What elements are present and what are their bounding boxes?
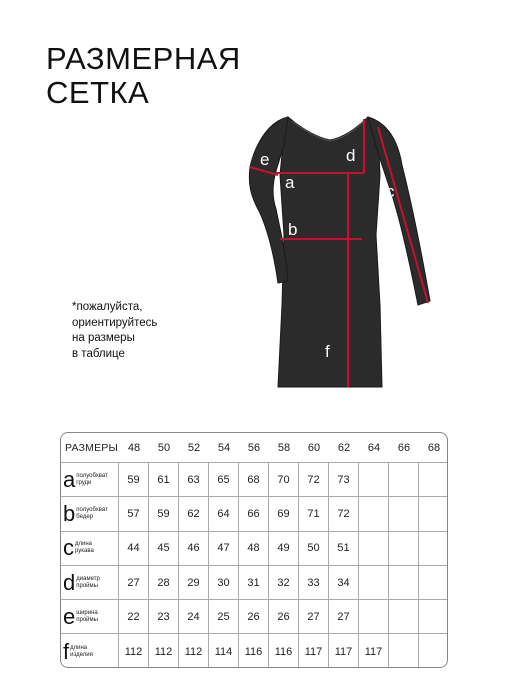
- table-cell: 64: [209, 497, 239, 531]
- row-label-b: [61, 497, 119, 531]
- table-cell: 116: [239, 634, 269, 668]
- size-note: [72, 300, 202, 362]
- size-header: 58: [269, 433, 299, 463]
- table-cell: 71: [299, 497, 329, 531]
- size-header: 50: [149, 433, 179, 463]
- table-cell: 47: [209, 532, 239, 566]
- table-cell: [389, 600, 419, 634]
- table-cell: [389, 566, 419, 600]
- row-description: [70, 645, 93, 659]
- table-cell: 59: [149, 497, 179, 531]
- table-cell: 114: [209, 634, 239, 668]
- table-cell: 32: [269, 566, 299, 600]
- table-cell: [359, 600, 389, 634]
- table-cell: 68: [239, 463, 269, 497]
- note-line-1: *пожалуйста,: [72, 301, 143, 313]
- size-header: 48: [119, 433, 149, 463]
- table-cell: 22: [119, 600, 149, 634]
- table-cell: 73: [329, 463, 359, 497]
- table-cell: [389, 634, 419, 668]
- page-title: [46, 42, 241, 110]
- table-cell: 112: [119, 634, 149, 668]
- table-cell: [359, 532, 389, 566]
- table-cell: [389, 532, 419, 566]
- table-cell: [419, 566, 448, 600]
- title-line-2: СЕТКА: [46, 75, 150, 110]
- table-cell: 70: [269, 463, 299, 497]
- row-description-line-1: полуобхват: [76, 472, 108, 479]
- size-header: 64: [359, 433, 389, 463]
- line-c: [378, 127, 428, 303]
- note-line-2: ориентируйтесь: [72, 316, 158, 329]
- table-cell: [359, 497, 389, 531]
- row-label-a: [61, 463, 119, 497]
- row-label-f: [61, 634, 119, 668]
- label-a: a: [285, 173, 295, 192]
- row-description-line-1: диаметр: [76, 575, 100, 582]
- table-cell: 30: [209, 566, 239, 600]
- table-cell: [419, 463, 448, 497]
- row-description-line-1: ширина: [76, 609, 98, 616]
- table-cell: 33: [299, 566, 329, 600]
- table-cell: 48: [239, 532, 269, 566]
- table-cell: 51: [329, 532, 359, 566]
- table-cell: 66: [239, 497, 269, 531]
- table-cell: 27: [329, 600, 359, 634]
- table-cell: 117: [299, 634, 329, 668]
- size-header: 54: [209, 433, 239, 463]
- table-cell: [419, 532, 448, 566]
- row-description-line-2: проймы: [76, 616, 98, 623]
- note-line-4: в таблице: [72, 347, 125, 360]
- table-cell: [359, 566, 389, 600]
- row-description-line-2: бедер: [76, 513, 93, 520]
- row-description: [75, 541, 94, 555]
- table-cell: 112: [149, 634, 179, 668]
- row-description: [76, 507, 108, 521]
- table-cell: 29: [179, 566, 209, 600]
- table-cell: 116: [269, 634, 299, 668]
- size-header: 60: [299, 433, 329, 463]
- note-line-3: на размеры: [72, 332, 135, 344]
- table-cell: [359, 463, 389, 497]
- label-b: b: [288, 220, 298, 239]
- row-label-e: [61, 600, 119, 634]
- size-header: 66: [389, 433, 419, 463]
- table-cell: 61: [149, 463, 179, 497]
- table-cell: 27: [299, 600, 329, 634]
- row-letter: c: [63, 535, 74, 561]
- row-description-line-1: длина: [70, 644, 88, 651]
- row-description-line-2: груди: [76, 479, 92, 486]
- table-cell: 50: [299, 532, 329, 566]
- size-header: 56: [239, 433, 269, 463]
- table-cell: [419, 497, 448, 531]
- table-cell: 26: [239, 600, 269, 634]
- table-cell: [419, 600, 448, 634]
- label-f: f: [325, 342, 330, 361]
- table-cell: 69: [269, 497, 299, 531]
- row-letter: a: [63, 466, 76, 492]
- row-description-line-1: полуобхват: [76, 506, 108, 513]
- table-cell: 62: [179, 497, 209, 531]
- table-cell: 45: [149, 532, 179, 566]
- row-letter: f: [63, 638, 70, 664]
- table-cell: 72: [299, 463, 329, 497]
- table-cell: 27: [119, 566, 149, 600]
- row-label-d: [61, 566, 119, 600]
- table-cell: 28: [149, 566, 179, 600]
- table-cell: 49: [269, 532, 299, 566]
- dress-diagram: [230, 105, 460, 395]
- table-cell: 34: [329, 566, 359, 600]
- size-header: 62: [329, 433, 359, 463]
- row-description: [76, 610, 98, 624]
- table-cell: 59: [119, 463, 149, 497]
- table-cell: 72: [329, 497, 359, 531]
- label-e: e: [260, 150, 270, 169]
- size-header: 52: [179, 433, 209, 463]
- row-description-line-2: проймы: [76, 582, 98, 589]
- row-description-line-1: длина: [75, 541, 93, 548]
- table-cell: 57: [119, 497, 149, 531]
- row-description-line-2: изделия: [70, 651, 93, 658]
- table-cell: [419, 634, 448, 668]
- table-cell: 63: [179, 463, 209, 497]
- row-letter: b: [63, 500, 76, 526]
- row-label-c: [61, 532, 119, 566]
- row-letter: d: [63, 569, 76, 595]
- size-table: [60, 432, 448, 668]
- table-header-label: РАЗМЕРЫ: [61, 433, 119, 463]
- table-cell: 23: [149, 600, 179, 634]
- table-cell: 31: [239, 566, 269, 600]
- table-cell: [389, 497, 419, 531]
- table-cell: 44: [119, 532, 149, 566]
- row-description: [76, 473, 108, 487]
- size-header: 68: [419, 433, 448, 463]
- label-c: c: [386, 182, 395, 201]
- table-cell: 65: [209, 463, 239, 497]
- row-description: [76, 576, 100, 590]
- row-description-line-2: рукава: [75, 548, 94, 555]
- label-d: d: [346, 146, 356, 165]
- table-cell: 26: [269, 600, 299, 634]
- table-cell: 117: [359, 634, 389, 668]
- table-cell: 46: [179, 532, 209, 566]
- table-cell: [389, 463, 419, 497]
- table-cell: 24: [179, 600, 209, 634]
- dress-silhouette: [249, 117, 430, 387]
- row-letter: e: [63, 603, 76, 629]
- table-cell: 117: [329, 634, 359, 668]
- title-line-1: РАЗМЕРНАЯ: [46, 41, 241, 76]
- table-cell: 112: [179, 634, 209, 668]
- table-cell: 25: [209, 600, 239, 634]
